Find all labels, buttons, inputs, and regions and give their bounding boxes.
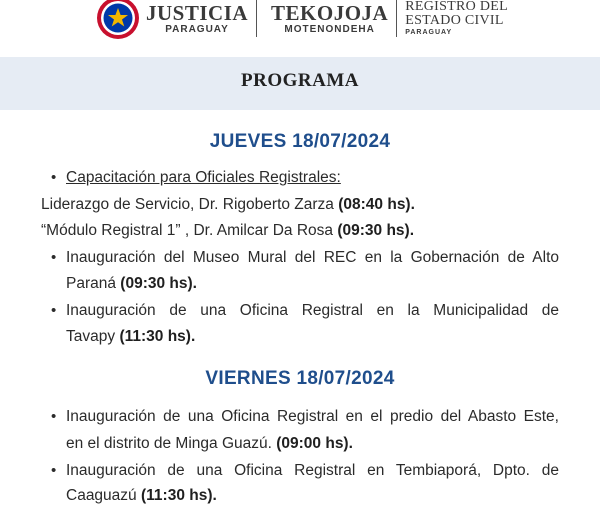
event-tembiapora-time: (11:30 hs). — [140, 487, 217, 504]
bullet-icon: • — [51, 249, 57, 266]
header-divider — [256, 0, 257, 37]
brand-tekojoja — [271, 2, 388, 35]
bullet-icon: • — [51, 408, 57, 425]
event-abasto-place: en el distrito de Minga Guazú. — [66, 435, 272, 452]
event-tavapy-place: Tavapy — [66, 328, 116, 345]
event-abasto-time: (09:00 hs). — [276, 435, 353, 452]
brand-tekojoja-name: TEKOJOJA — [271, 0, 389, 25]
training-item-2-text: “Módulo Registral 1” , Dr. Amilcar Da Rosa — [41, 222, 334, 239]
program-title: PROGRAMA — [241, 70, 359, 91]
brand-justicia — [146, 2, 248, 35]
event-museo-time: (09:30 hs). — [120, 275, 197, 292]
event-museo-line-2 — [66, 274, 197, 294]
training-item-1-time: (08:40 hs). — [338, 196, 415, 213]
event-tavapy-time: (11:30 hs). — [119, 328, 196, 345]
event-abasto-line-1: Inauguración de una Oficina Registral en el predio del Abasto Este, — [66, 408, 559, 425]
bullet-icon: • — [51, 462, 57, 479]
event-tembiapora-place: Caaguazú — [66, 487, 137, 504]
rec-line-2: ESTADO CIVIL — [405, 12, 504, 28]
brand-tekojoja-sub: MOTENONDEHA — [284, 23, 375, 35]
brand-justicia-name: JUSTICIA — [146, 0, 249, 25]
justicia-seal-icon — [96, 0, 140, 40]
training-item-2-time: (09:30 hs). — [337, 222, 414, 239]
day-title-thursday: JUEVES 18/07/2024 — [209, 131, 391, 152]
day-title-friday: VIERNES 18/07/2024 — [205, 368, 395, 389]
training-item-2 — [41, 221, 414, 241]
bullet-icon: • — [51, 302, 57, 319]
training-item-1 — [41, 195, 415, 215]
event-museo-line-1: Inauguración del Museo Mural del REC en la Gobernación de Alto — [66, 249, 559, 266]
brand-justicia-sub: PARAGUAY — [165, 23, 229, 35]
training-title-text: Capacitación para Oficiales Registrales: — [66, 169, 341, 186]
event-abasto-line-2 — [66, 434, 353, 454]
training-item-1-text: Liderazgo de Servicio, Dr. Rigoberto Zarza — [41, 196, 334, 213]
event-tavapy-line-1: Inauguración de una Oficina Registral en la Municipalidad de — [66, 302, 559, 319]
event-tembiapora-line-1: Inauguración de una Oficina Registral en Tembiaporá, Dpto. de — [66, 462, 559, 479]
event-tavapy-line-2 — [66, 327, 195, 347]
header-divider — [396, 0, 397, 37]
rec-line-3: PARAGUAY — [405, 28, 453, 36]
bullet-icon: • — [51, 169, 57, 186]
event-tembiapora-line-2 — [66, 486, 217, 506]
logo-group — [96, 0, 508, 48]
training-title — [66, 168, 341, 188]
event-museo-place: Paraná — [66, 275, 116, 292]
rec-line-1: REGISTRO DEL — [405, 0, 508, 14]
header — [0, 0, 600, 56]
brand-rec — [405, 0, 508, 37]
